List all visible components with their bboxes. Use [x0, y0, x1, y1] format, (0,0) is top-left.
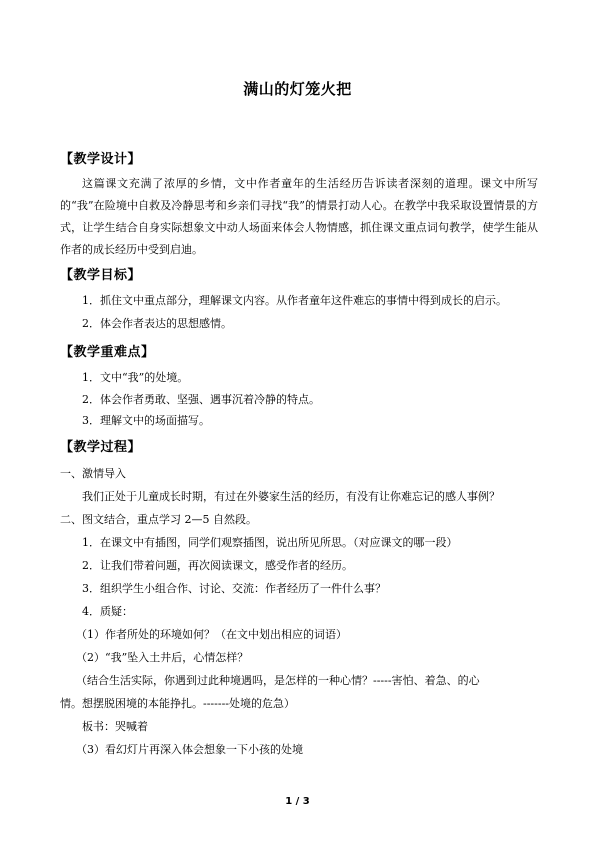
process-line: 4．质疑： [82, 605, 133, 618]
goal-item: 1．抓住文中重点部分，理解课文内容。从作者童年这件难忘的事情中得到成长的启示。 [82, 294, 507, 307]
page-number: 1 / 3 [285, 796, 310, 807]
process-line: （3）看幻灯片再深入体会想象一下小孩的处境 [76, 743, 303, 756]
key-point-item: 2．体会作者勇敢、坚强、遇事沉着冷静的特点。 [82, 393, 320, 406]
process-line: 2．让我们带着问题，再次阅读课文，感受作者的经历。 [82, 559, 353, 572]
process-line: 二、图文结合，重点学习 2—5 自然段。 [60, 513, 257, 526]
goal-item: 2．体会作者表达的思想感情。 [82, 317, 232, 330]
process-line: 3．组织学生小组合作、讨论、交流：作者经历了一件什么事？ [82, 582, 386, 595]
process-line: 板书：哭喊着 [82, 720, 148, 733]
process-line: 一、激情导入 [60, 467, 126, 480]
section-heading-process: 【教学过程】 [60, 440, 142, 455]
document-title: 满山的灯笼火把 [243, 80, 352, 98]
section-heading-design: 【教学设计】 [60, 152, 142, 167]
process-line: 情。想摆脱困境的本能挣扎。-------处境的危急） [60, 697, 296, 710]
process-line: （2）“我”坠入土井后，心情怎样？ [76, 651, 249, 664]
key-point-item: 3．理解文中的场面描写。 [82, 414, 210, 427]
process-line: 我们正处于儿童成长时期，有过在外婆家生活的经历，有没有让你难忘记的感人事例？ [82, 490, 500, 503]
design-paragraph: 这篇课文充满了浓厚的乡情，文中作者童年的生活经历告诉读者深刻的道理。课文中所写的“我”在险境中自救及冷静思考和乡亲们寻找“我”的情景打动人心。在教学中我采取设置情景的方式，让学生结合自身实际想象文中动人场面来体会人物情感，抓住课文重点词句教学，使学生能从作者的成长经历中受到启迪。 [60, 177, 538, 256]
key-point-item: 1．文中“我”的处境。 [82, 371, 189, 384]
section-heading-goals: 【教学目标】 [60, 268, 142, 283]
process-line: （结合生活实际，你遇到过此种境遇吗，是怎样的一种心情？-----害怕、着急、的心 [76, 674, 480, 687]
process-line: （1）作者所处的环境如何？（在文中划出相应的词语） [76, 628, 347, 641]
section-heading-key-points: 【教学重难点】 [60, 345, 155, 360]
process-line: 1．在课文中有插图，同学们观察插图，说出所见所思。（对应课文的哪一段） [82, 536, 458, 549]
